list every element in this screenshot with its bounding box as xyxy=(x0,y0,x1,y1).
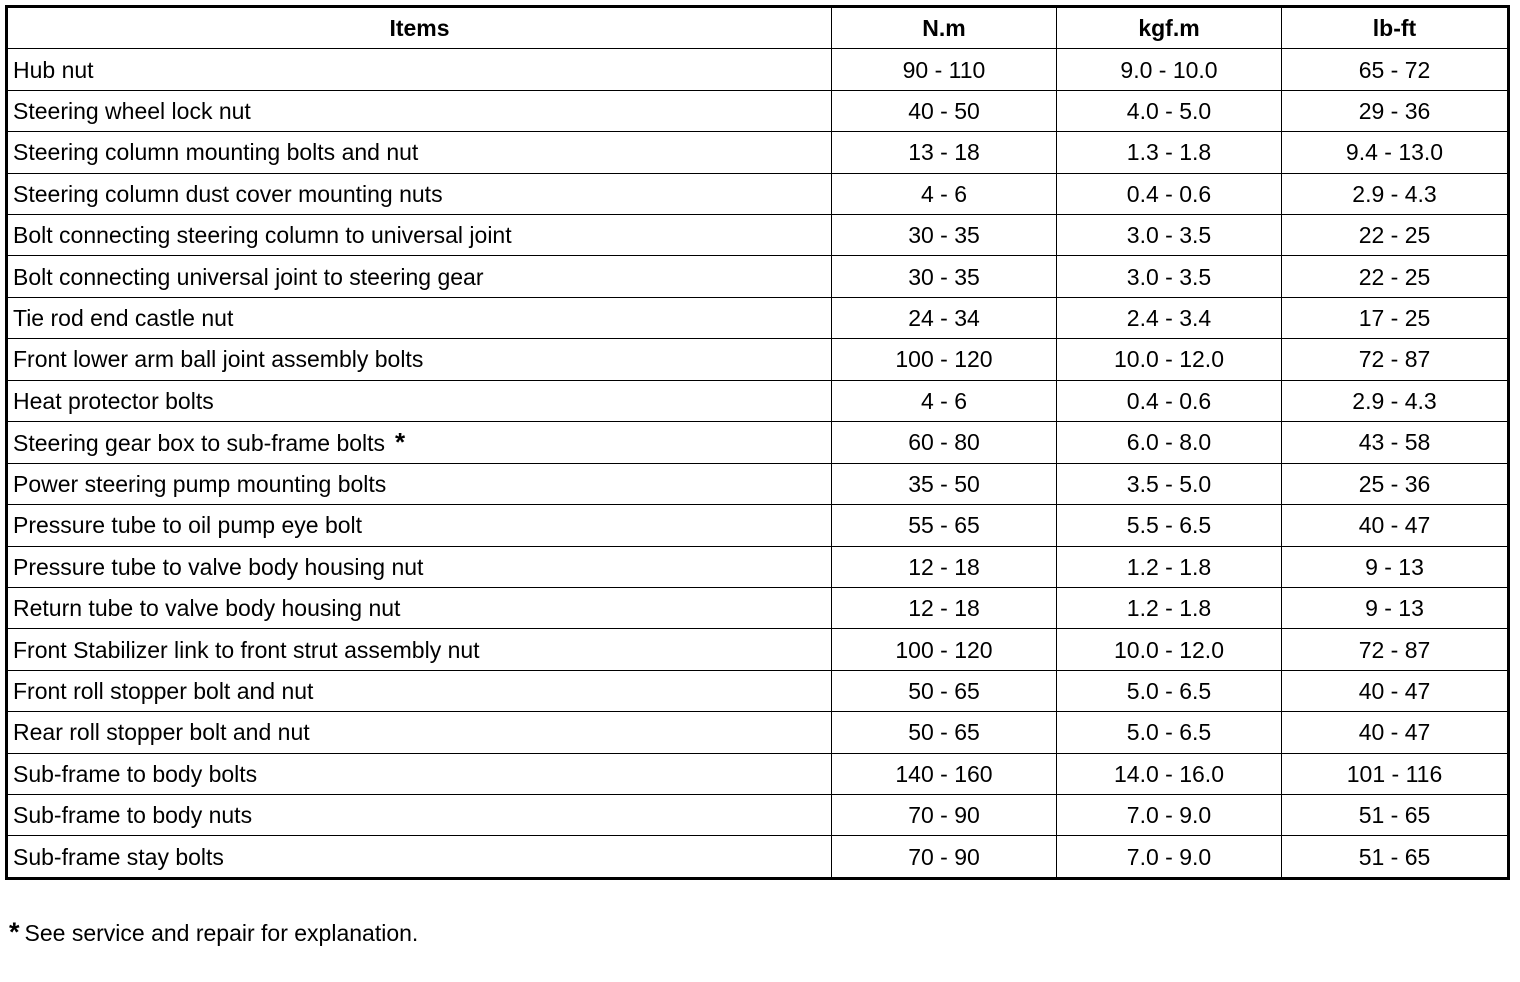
table-row xyxy=(7,629,1509,670)
item-label: Steering wheel lock nut xyxy=(13,97,251,124)
kgfm-value-cell: 6.0 - 8.0 xyxy=(1057,421,1282,463)
table-row xyxy=(7,463,1509,504)
lbft-value-cell: 72 - 87 xyxy=(1282,629,1509,670)
lbft-value-cell: 2.9 - 4.3 xyxy=(1282,380,1509,421)
nm-value-cell: 40 - 50 xyxy=(832,90,1057,131)
kgfm-value-cell: 5.0 - 6.5 xyxy=(1057,670,1282,711)
item-label: Pressure tube to valve body housing nut xyxy=(13,553,424,580)
item-label: Pressure tube to oil pump eye bolt xyxy=(13,512,363,539)
item-cell xyxy=(7,670,832,711)
kgfm-value-cell: 1.2 - 1.8 xyxy=(1057,588,1282,629)
lbft-value-cell: 2.9 - 4.3 xyxy=(1282,173,1509,214)
kgfm-value-cell: 14.0 - 16.0 xyxy=(1057,753,1282,794)
lbft-value-cell: 22 - 25 xyxy=(1282,214,1509,255)
note-asterisk: * xyxy=(395,426,406,457)
item-cell xyxy=(7,380,832,421)
item-label: Return tube to valve body housing nut xyxy=(13,595,401,622)
lbft-value-cell: 9 - 13 xyxy=(1282,546,1509,587)
nm-value-cell: 30 - 35 xyxy=(832,256,1057,297)
lbft-value-cell: 43 - 58 xyxy=(1282,421,1509,463)
item-label: Front roll stopper bolt and nut xyxy=(13,678,314,705)
table-row xyxy=(7,256,1509,297)
table-row xyxy=(7,214,1509,255)
item-label: Front Stabilizer link to front strut assembly nut xyxy=(13,636,480,663)
table-row xyxy=(7,505,1509,546)
item-cell xyxy=(7,836,832,878)
table-row xyxy=(7,712,1509,753)
lbft-value-cell: 22 - 25 xyxy=(1282,256,1509,297)
nm-value-cell: 12 - 18 xyxy=(832,588,1057,629)
nm-value-cell: 100 - 120 xyxy=(832,629,1057,670)
item-cell xyxy=(7,256,832,297)
lbft-value-cell: 40 - 47 xyxy=(1282,670,1509,711)
kgfm-value-cell: 0.4 - 0.6 xyxy=(1057,173,1282,214)
nm-value-cell: 50 - 65 xyxy=(832,712,1057,753)
table-row xyxy=(7,380,1509,421)
table-row xyxy=(7,753,1509,794)
item-cell xyxy=(7,546,832,587)
lbft-value-cell: 72 - 87 xyxy=(1282,339,1509,380)
footnote-asterisk: * xyxy=(9,917,20,947)
kgfm-value-cell: 7.0 - 9.0 xyxy=(1057,795,1282,836)
nm-value-cell: 13 - 18 xyxy=(832,132,1057,173)
header-nm: N.m xyxy=(832,7,1057,49)
kgfm-value-cell: 1.2 - 1.8 xyxy=(1057,546,1282,587)
item-label: Power steering pump mounting bolts xyxy=(13,471,387,498)
item-label: Steering gear box to sub-frame bolts xyxy=(13,429,386,456)
table-row xyxy=(7,546,1509,587)
item-cell xyxy=(7,214,832,255)
footnote-text: See service and repair for explanation. xyxy=(24,920,419,946)
nm-value-cell: 55 - 65 xyxy=(832,505,1057,546)
item-label: Hub nut xyxy=(13,56,94,83)
item-cell xyxy=(7,712,832,753)
table-header-row xyxy=(7,7,1509,49)
table-row xyxy=(7,421,1509,463)
nm-value-cell: 4 - 6 xyxy=(832,173,1057,214)
table-row xyxy=(7,132,1509,173)
nm-value-cell: 140 - 160 xyxy=(832,753,1057,794)
lbft-value-cell: 9.4 - 13.0 xyxy=(1282,132,1509,173)
table-row xyxy=(7,297,1509,338)
lbft-value-cell: 65 - 72 xyxy=(1282,49,1509,90)
kgfm-value-cell: 10.0 - 12.0 xyxy=(1057,629,1282,670)
lbft-value-cell: 51 - 65 xyxy=(1282,795,1509,836)
nm-value-cell: 30 - 35 xyxy=(832,214,1057,255)
header-lbft: lb-ft xyxy=(1282,7,1509,49)
item-cell xyxy=(7,297,832,338)
nm-value-cell: 90 - 110 xyxy=(832,49,1057,90)
torque-spec-table xyxy=(5,5,1510,880)
item-cell xyxy=(7,505,832,546)
lbft-value-cell: 40 - 47 xyxy=(1282,712,1509,753)
item-cell xyxy=(7,49,832,90)
item-label: Sub-frame to body nuts xyxy=(13,802,253,829)
item-label: Bolt connecting steering column to universal joint xyxy=(13,222,512,249)
item-label: Steering column dust cover mounting nuts xyxy=(13,180,443,207)
nm-value-cell: 35 - 50 xyxy=(832,463,1057,504)
item-label: Sub-frame stay bolts xyxy=(13,843,224,870)
table-row xyxy=(7,795,1509,836)
kgfm-value-cell: 5.5 - 6.5 xyxy=(1057,505,1282,546)
header-items: Items xyxy=(7,7,832,49)
header-kgfm: kgf.m xyxy=(1057,7,1282,49)
nm-value-cell: 4 - 6 xyxy=(832,380,1057,421)
item-cell xyxy=(7,421,832,463)
nm-value-cell: 70 - 90 xyxy=(832,836,1057,878)
item-label: Sub-frame to body bolts xyxy=(13,760,258,787)
kgfm-value-cell: 1.3 - 1.8 xyxy=(1057,132,1282,173)
item-label: Steering column mounting bolts and nut xyxy=(13,139,419,166)
item-cell xyxy=(7,90,832,131)
lbft-value-cell: 17 - 25 xyxy=(1282,297,1509,338)
item-label: Rear roll stopper bolt and nut xyxy=(13,719,310,746)
nm-value-cell: 12 - 18 xyxy=(832,546,1057,587)
kgfm-value-cell: 4.0 - 5.0 xyxy=(1057,90,1282,131)
item-cell xyxy=(7,795,832,836)
footnote xyxy=(9,914,418,951)
item-label: Front lower arm ball joint assembly bolts xyxy=(13,346,424,373)
nm-value-cell: 50 - 65 xyxy=(832,670,1057,711)
kgfm-value-cell: 5.0 - 6.5 xyxy=(1057,712,1282,753)
lbft-value-cell: 40 - 47 xyxy=(1282,505,1509,546)
kgfm-value-cell: 7.0 - 9.0 xyxy=(1057,836,1282,878)
item-cell xyxy=(7,132,832,173)
table-row xyxy=(7,836,1509,878)
item-cell xyxy=(7,629,832,670)
kgfm-value-cell: 3.5 - 5.0 xyxy=(1057,463,1282,504)
item-cell xyxy=(7,339,832,380)
kgfm-value-cell: 3.0 - 3.5 xyxy=(1057,214,1282,255)
table-row xyxy=(7,173,1509,214)
nm-value-cell: 24 - 34 xyxy=(832,297,1057,338)
lbft-value-cell: 51 - 65 xyxy=(1282,836,1509,878)
lbft-value-cell: 101 - 116 xyxy=(1282,753,1509,794)
lbft-value-cell: 9 - 13 xyxy=(1282,588,1509,629)
lbft-value-cell: 29 - 36 xyxy=(1282,90,1509,131)
item-label: Tie rod end castle nut xyxy=(13,304,234,331)
nm-value-cell: 70 - 90 xyxy=(832,795,1057,836)
kgfm-value-cell: 2.4 - 3.4 xyxy=(1057,297,1282,338)
item-label: Heat protector bolts xyxy=(13,387,214,414)
kgfm-value-cell: 9.0 - 10.0 xyxy=(1057,49,1282,90)
kgfm-value-cell: 0.4 - 0.6 xyxy=(1057,380,1282,421)
item-cell xyxy=(7,463,832,504)
item-cell xyxy=(7,588,832,629)
table-row xyxy=(7,90,1509,131)
item-cell xyxy=(7,173,832,214)
table-row xyxy=(7,670,1509,711)
lbft-value-cell: 25 - 36 xyxy=(1282,463,1509,504)
nm-value-cell: 60 - 80 xyxy=(832,421,1057,463)
table-row xyxy=(7,588,1509,629)
item-label: Bolt connecting universal joint to steering gear xyxy=(13,263,484,290)
table-row xyxy=(7,49,1509,90)
kgfm-value-cell: 3.0 - 3.5 xyxy=(1057,256,1282,297)
table-row xyxy=(7,339,1509,380)
kgfm-value-cell: 10.0 - 12.0 xyxy=(1057,339,1282,380)
nm-value-cell: 100 - 120 xyxy=(832,339,1057,380)
item-cell xyxy=(7,753,832,794)
